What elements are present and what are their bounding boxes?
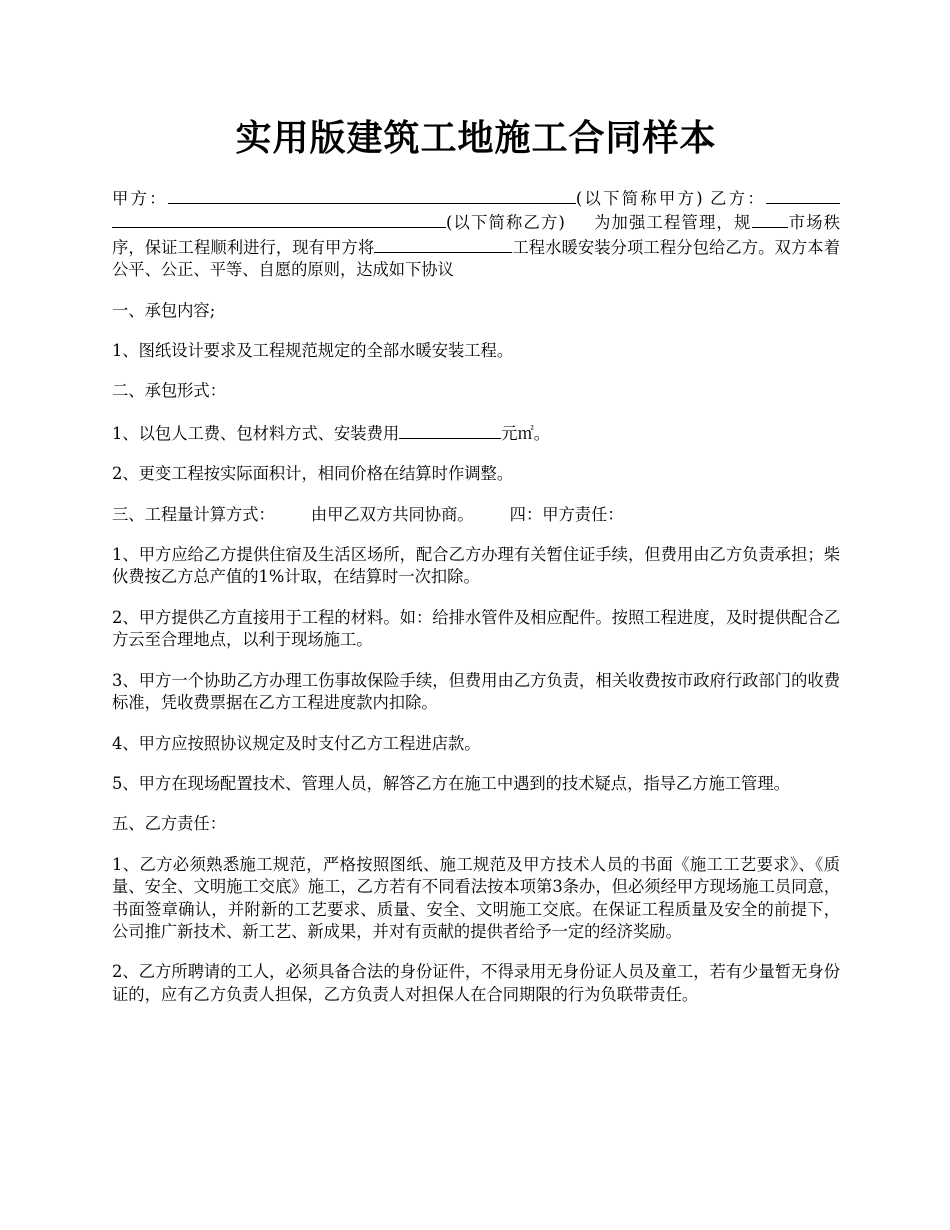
section-2-heading: 二、承包形式：	[112, 381, 226, 401]
section-4-item-4: 4、甲方应按照协议规定及时支付乙方工程进店款。	[112, 733, 481, 753]
section-5-item-2: 2、乙方所聘请的工人，必须具备合法的身份证件，不得录用无身份证人员及童工，若有少量暂无身份证的，应有乙方负责人担保，乙方负责人对担保人在合同期限的行为负联带责任。	[112, 962, 840, 1004]
party-a-label: 甲方：	[112, 189, 168, 208]
party-a-suffix: (以下简称甲方)	[575, 189, 703, 208]
party-b-blank-1	[766, 186, 840, 204]
party-b-suffix: (以下简称乙方)	[446, 213, 565, 233]
document-page	[112, 0, 840, 1006]
section-5-item-1: 1、乙方必须熟悉施工规范，严格按照图纸、施工规范及甲方技术人员的书面《施工工艺要求》、《质量、安全、文明施工交底》施工，乙方若有不同看法按本项第3条办，但必须经甲方现场施工员同意，书面签章确认，并附新的工艺要求、质量、安全、文明施工交底。在保证工程质量及安全的前提下，公司推广新技术、新工艺、新成果，并对有贡献的提供者给予一定的经济奖励。	[112, 854, 840, 941]
section-4-item-2: 2、甲方提供乙方直接用于工程的材料。如：给排水管件及相应配件。按照工程进度，及时提供配合乙方云至合理地点，以利于现场施工。	[112, 607, 840, 650]
document-title: 实用版建筑工地施工合同样本	[235, 117, 717, 159]
section-2-item-2: 2、更变工程按实际面积计，相同价格在结算时作调整。	[112, 464, 514, 484]
fee-unit: 元㎡。	[501, 423, 551, 443]
section-3-4-line	[112, 504, 840, 526]
section-1-heading: 一、承包内容;	[112, 300, 216, 320]
fee-blank	[399, 421, 501, 439]
section-4-item-3: 3、甲方一个协助乙方办理工伤事故保险手续，但费用由乙方负责，相关收费按市政府行政部门的收费标准，凭收费票据在乙方工程进度款内扣除。	[112, 670, 840, 713]
purpose-text-2: 市场秩序，保证工程顺利进行，现有甲方将	[112, 213, 840, 257]
section-3-text: 由甲乙双方共同协商。	[310, 504, 474, 524]
project-name-blank	[374, 235, 512, 253]
party-b-label: 乙方：	[710, 189, 766, 208]
purpose-text-1: 为加强工程管理，规	[592, 213, 752, 233]
section-4-heading: 四：甲方责任：	[509, 504, 624, 524]
section-3-heading: 三、工程量计算方式：	[112, 504, 275, 524]
section-5-heading: 五、乙方责任：	[112, 814, 226, 834]
section-4-item-5: 5、甲方在现场配置技术、管理人员，解答乙方在施工中遇到的技术疑点，指导乙方施工管理。	[112, 773, 790, 793]
purpose-text-3: 工程水暖安装分项工程分包给乙方。双方本着公平、公正、平等、自愿的原则，达成如下协议	[112, 237, 840, 280]
section-1-item-1: 1、图纸设计要求及工程规范规定的全部水暖安装工程。	[112, 341, 514, 361]
party-b-blank-2	[112, 210, 446, 228]
purpose-blank	[752, 210, 788, 228]
intro-paragraph	[112, 186, 840, 282]
fee-text: 1、以包人工费、包材料方式、安装费用	[112, 423, 400, 443]
section-2-item-1	[112, 421, 840, 445]
party-a-blank	[168, 186, 576, 204]
section-4-item-1: 1、甲方应给乙方提供住宿及生活区场所，配合乙方办理有关暂住证手续，但费用由乙方负责承担；柴伙费按乙方总产值的1%计取，在结算时一次扣除。	[112, 545, 840, 587]
